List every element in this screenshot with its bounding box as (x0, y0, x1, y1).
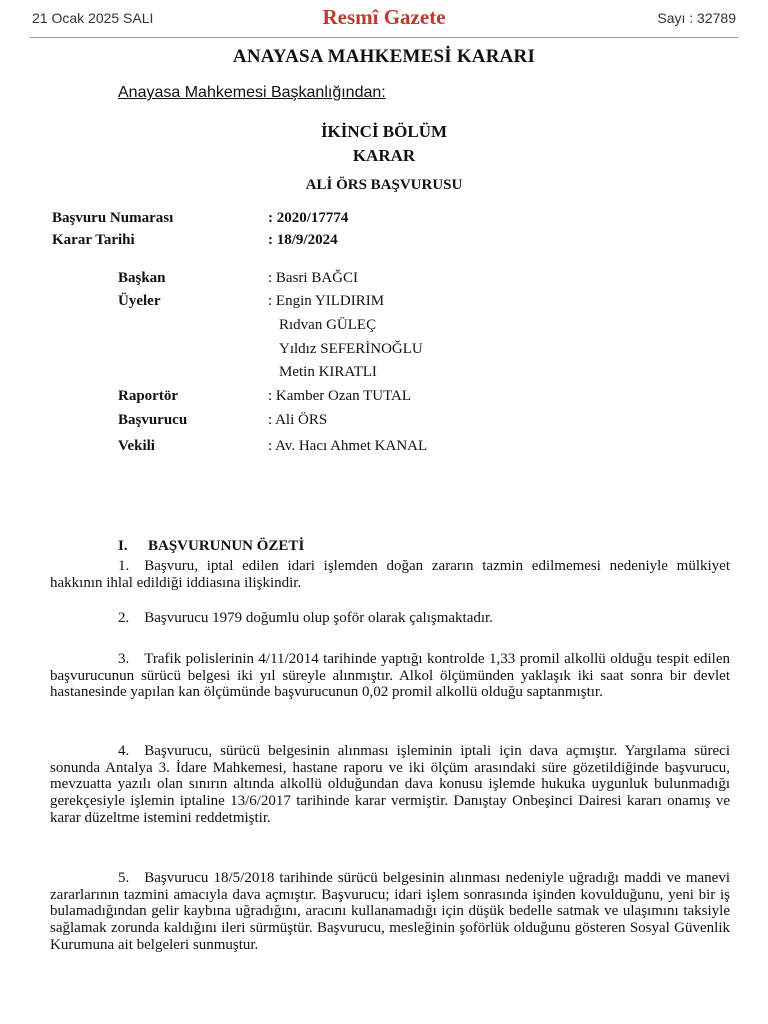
rapporteur-name: : Kamber Ozan TUTAL (268, 388, 412, 404)
counsel-name: : Av. Hacı Ahmet KANAL (268, 438, 428, 454)
case-title: ALİ ÖRS BAŞVURUSU (305, 177, 463, 193)
summary-heading-number: I. (118, 538, 128, 554)
document-title: ANAYASA MAHKEMESİ KARARI (232, 46, 536, 67)
president-name: : Basri BAĞCI (268, 270, 358, 286)
gazette-header (0, 0, 768, 38)
president-label: Başkan (118, 270, 166, 286)
member-name: Yıldız SEFERİNOĞLU (279, 341, 423, 357)
member-name: : Engin YILDIRIM (268, 293, 385, 309)
decision-title: KARAR (352, 146, 416, 165)
decision-date-value: : 18/9/2024 (268, 232, 338, 248)
applicant-name: : Ali ÖRS (268, 412, 328, 428)
application-number-label: Başvuru Numarası (52, 210, 174, 226)
summary-heading (118, 538, 304, 555)
paragraph-4: 4. Başvurucu, sürücü belgesinin alınması işleminin iptali için dava açmıştır. Yargılama süreci sonunda Antalya 3. İdare Mahkemesi, hastane raporu ve iki ölçüm arasındaki süre gözetildiğinde başvurucu, mevzuatta yazılı olan sınırın altında alkollü olduğundan dava konusu işlemde hukuka uygunluk bulunmadığı gerekçesiyle işlemin iptaline 13/6/2017 tarihinde karar vermiştir. Danıştay Onbeşinci Dairesi kararı onamış ve karar düzeltme istemini reddetmiştir. (50, 743, 730, 826)
paragraph-2: 2. Başvurucu 1979 doğumlu olup şoför olarak çalışmaktadır. (118, 610, 493, 626)
members-label: Üyeler (118, 293, 161, 309)
section-title: İKİNCİ BÖLÜM (320, 122, 448, 141)
counsel-label: Vekili (118, 438, 155, 454)
member-name: Rıdvan GÜLEÇ (279, 317, 377, 333)
member-name: Metin KIRATLI (279, 364, 377, 380)
header-divider (30, 37, 738, 38)
summary-heading-text: BAŞVURUNUN ÖZETİ (148, 538, 305, 554)
issue-date: 21 Ocak 2025 SALI (32, 10, 154, 26)
applicant-label: Başvurucu (118, 412, 188, 428)
issuing-authority: Anayasa Mahkemesi Başkanlığından: (118, 84, 386, 101)
rapporteur-label: Raportör (118, 388, 178, 404)
paragraph-3: 3. Trafik polislerinin 4/11/2014 tarihinde yaptığı kontrolde 1,33 promil alkollü olduğu tespit edilen başvurucunun sürücü belgesi iki yıl süreyle alınmıştır. Alkol ölçümünden yaklaşık iki saat sonra bir devlet hastanesinde yapılan kan ölçümünde başvurucunun 0,02 promil alkollü olduğu saptanmıştır. (50, 651, 730, 701)
paragraph-1: 1. Başvuru, iptal edilen idari işlemden doğan zararın tazmin edilmemesi nedeniyle mülkiyet hakkının ihlal edildiği iddiasına ilişkindir. (50, 558, 730, 591)
decision-date-label: Karar Tarihi (52, 232, 135, 248)
application-number-value: : 2020/17774 (268, 210, 349, 226)
paragraph-5: 5. Başvurucu 18/5/2018 tarihinde sürücü belgesinin alınması nedeniyle uğradığı maddi ve manevi zararlarının tazmini amacıyla dava açmıştır. Başvurucu; idari işlem sonrasında işinden kovulduğunu, yeni bir iş bulamadığından gelir kaybına uğradığını, aracını kullanamadığı için düşük bedelle satmak ve ulaşımını taksiyle sağlamak zorunda kaldığını ileri sürmüştür. Başvurucu, mesleğinin şoförlük olduğunu gösteren Sosyal Güvenlik Kurumuna ait belgeleri sunmuştur. (50, 870, 730, 953)
issue-number: Sayı : 32789 (657, 10, 736, 26)
gazette-title: Resmî Gazete (322, 5, 446, 29)
